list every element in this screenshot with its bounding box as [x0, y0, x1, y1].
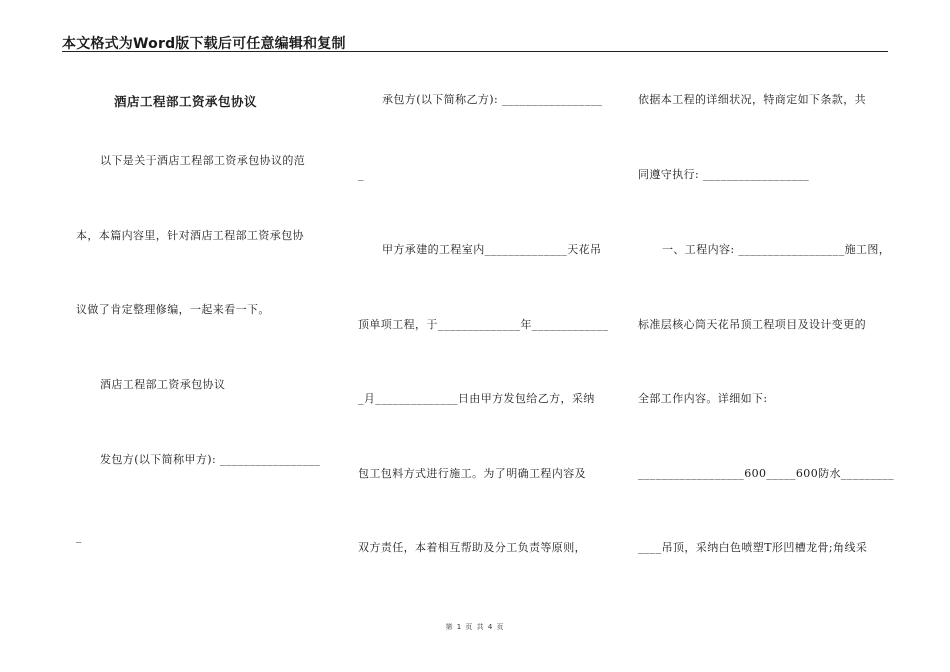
- text-line: 本，本篇内容里，针对酒店工程部工资承包协: [76, 229, 304, 242]
- text-line: 全部工作内容。详细如下:: [638, 392, 768, 405]
- text-line: 顶单项工程，于______________年_____________: [358, 318, 609, 331]
- text-column-2: [358, 0, 609, 600]
- text-line: 标准层核心筒天花吊顶工程项目及设计变更的: [638, 318, 866, 331]
- text-line: 依据本工程的详细状况，特商定如下条款，共: [638, 93, 866, 106]
- text-line: _: [76, 530, 82, 543]
- text-line: 甲方承建的工程室内______________天花吊: [382, 243, 602, 256]
- text-line: 以下是关于酒店工程部工资承包协议的范: [100, 154, 306, 167]
- text-line: 酒店工程部工资承包协议: [100, 378, 226, 391]
- text-line: __________________600_____600防水_________: [638, 467, 894, 480]
- text-column-3: [638, 0, 894, 600]
- text-line: ____吊顶，采纳白色喷塑T形凹槽龙骨;角线采: [638, 541, 868, 554]
- text-line: 一、工程内容: __________________施工图，: [662, 243, 891, 256]
- text-line: 承包方(以下简称乙方): _________________: [382, 93, 603, 106]
- text-line: _: [358, 168, 364, 181]
- text-line: 议做了肯定整理修编，一起来看一下。: [76, 303, 270, 316]
- text-line: 双方责任，本着相互帮助及分工负责等原则，: [358, 541, 586, 554]
- document-title: 酒店工程部工资承包协议: [114, 94, 258, 109]
- header-text: 本文格式为Word版下载后可任意编辑和复制: [62, 36, 346, 52]
- text-line: 同遵守执行: __________________: [638, 168, 810, 181]
- text-column-1: [76, 0, 324, 600]
- text-line: 发包方(以下简称甲方): _________________: [100, 453, 321, 466]
- text-line: 包工包料方式进行施工。为了明确工程内容及: [358, 467, 586, 480]
- page-number: 第 1 页 共 4 页: [445, 623, 505, 631]
- text-line: _月______________日由甲方发包给乙方，采纳: [358, 392, 595, 405]
